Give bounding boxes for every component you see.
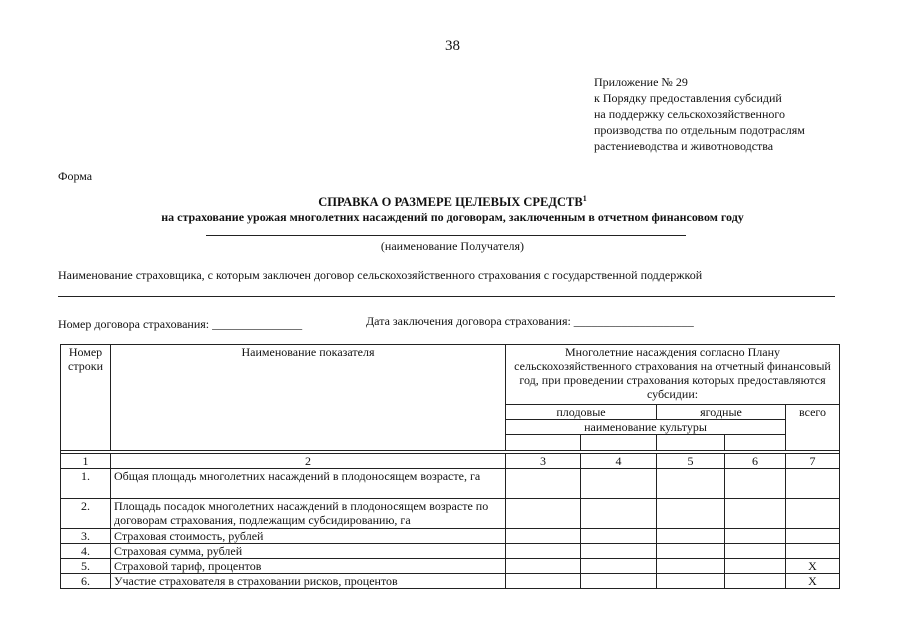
contract-number-field[interactable]: _______________ (212, 317, 303, 331)
document-subtitle: на страхование урожая многолетних насаждений по договорам, заключенным в отчетном финансовом году (161, 210, 744, 224)
table-row (61, 499, 840, 529)
table-row (61, 544, 840, 559)
value-cell[interactable] (657, 574, 725, 589)
value-cell[interactable] (657, 529, 725, 544)
contract-date-field[interactable]: ____________________ (573, 314, 694, 328)
table-row (61, 574, 840, 589)
value-cell[interactable] (657, 544, 725, 559)
value-cell[interactable] (506, 574, 581, 589)
contract-date-label: Дата заключения договора страхования: (366, 314, 574, 328)
header-berry: ягодные (657, 405, 786, 420)
total-cell[interactable] (786, 544, 840, 559)
value-cell[interactable] (725, 544, 786, 559)
recipient-caption: (наименование Получателя) (380, 239, 525, 253)
row-number: 3. (61, 529, 111, 544)
value-cell[interactable] (506, 469, 581, 499)
value-cell[interactable] (725, 499, 786, 529)
value-cell[interactable] (725, 574, 786, 589)
row-indicator: Страховая сумма, рублей (111, 544, 506, 559)
value-cell[interactable] (506, 529, 581, 544)
column-number: 2 (111, 454, 506, 469)
form-label: Форма (58, 169, 93, 183)
table-row (61, 529, 840, 544)
value-cell[interactable] (657, 469, 725, 499)
row-indicator: Страховая стоимость, рублей (111, 529, 506, 544)
value-cell[interactable] (581, 574, 657, 589)
title-footnote: 1 (582, 194, 587, 203)
value-cell[interactable] (657, 499, 725, 529)
value-cell[interactable] (581, 469, 657, 499)
column-number: 6 (725, 454, 786, 469)
total-cell: Х (786, 574, 840, 589)
row-indicator: Страховой тариф, процентов (111, 559, 506, 574)
appendix-block (594, 74, 805, 154)
culture-cell[interactable] (581, 435, 657, 451)
insurer-line[interactable] (58, 296, 835, 297)
value-cell[interactable] (581, 499, 657, 529)
header-culture: наименование культуры (506, 420, 786, 435)
insurer-label: Наименование страховщика, с которым заключен договор сельскохозяйственного страхования с государственной поддержкой (58, 268, 703, 282)
contract-number-label: Номер договора страхования: (58, 317, 213, 331)
row-number: 4. (61, 544, 111, 559)
appendix-line: на поддержку сельскохозяйственного (594, 107, 786, 121)
row-number: 2. (61, 499, 111, 529)
header-total: всего (786, 405, 840, 451)
appendix-line: производства по отдельным подотраслям (594, 123, 805, 137)
row-number: 6. (61, 574, 111, 589)
total-cell: Х (786, 559, 840, 574)
row-number: 5. (61, 559, 111, 574)
column-number: 5 (657, 454, 725, 469)
value-cell[interactable] (506, 559, 581, 574)
column-number: 3 (506, 454, 581, 469)
table-row (61, 469, 840, 499)
header-fruit: плодовые (506, 405, 657, 420)
total-cell[interactable] (786, 469, 840, 499)
culture-cell[interactable] (506, 435, 581, 451)
row-number: 1. (61, 469, 111, 499)
row-indicator: Площадь посадок многолетних насаждений в плодоносящем возрасте по договорам страхования, подлежащим субсидированию, га (111, 499, 506, 529)
title-text: СПРАВКА О РАЗМЕРЕ ЦЕЛЕВЫХ СРЕДСТВ (318, 195, 583, 210)
contract-number (58, 317, 302, 332)
row-indicator: Участие страхователя в страховании рисков, процентов (111, 574, 506, 589)
appendix-line: Приложение № 29 (594, 75, 688, 89)
column-number: 7 (786, 454, 840, 469)
indicators-table (60, 344, 840, 589)
appendix-line: растениеводства и животноводства (594, 139, 774, 153)
value-cell[interactable] (581, 544, 657, 559)
total-cell[interactable] (786, 499, 840, 529)
value-cell[interactable] (506, 499, 581, 529)
culture-cell[interactable] (657, 435, 725, 451)
header-row-number: Номер строки (61, 345, 111, 451)
value-cell[interactable] (581, 559, 657, 574)
appendix-line: к Порядку предоставления субсидий (594, 91, 782, 105)
column-number: 4 (581, 454, 657, 469)
row-indicator: Общая площадь многолетних насаждений в плодоносящем возрасте, га (111, 469, 506, 499)
value-cell[interactable] (725, 529, 786, 544)
column-number: 1 (61, 454, 111, 469)
value-cell[interactable] (506, 544, 581, 559)
value-cell[interactable] (725, 469, 786, 499)
contract-date (366, 314, 694, 329)
page-number: 38 (445, 38, 460, 54)
culture-cell[interactable] (725, 435, 786, 451)
value-cell[interactable] (725, 559, 786, 574)
total-cell[interactable] (786, 529, 840, 544)
table-row (61, 559, 840, 574)
value-cell[interactable] (581, 529, 657, 544)
recipient-line[interactable] (206, 235, 686, 236)
header-group: Многолетние насаждения согласно Плану сельскохозяйственного страхования на отчетный финансовый год, при проведении страхования которых предоставляются субсидии: (506, 345, 840, 405)
document-title (0, 194, 905, 210)
header-indicator: Наименование показателя (111, 345, 506, 451)
value-cell[interactable] (657, 559, 725, 574)
